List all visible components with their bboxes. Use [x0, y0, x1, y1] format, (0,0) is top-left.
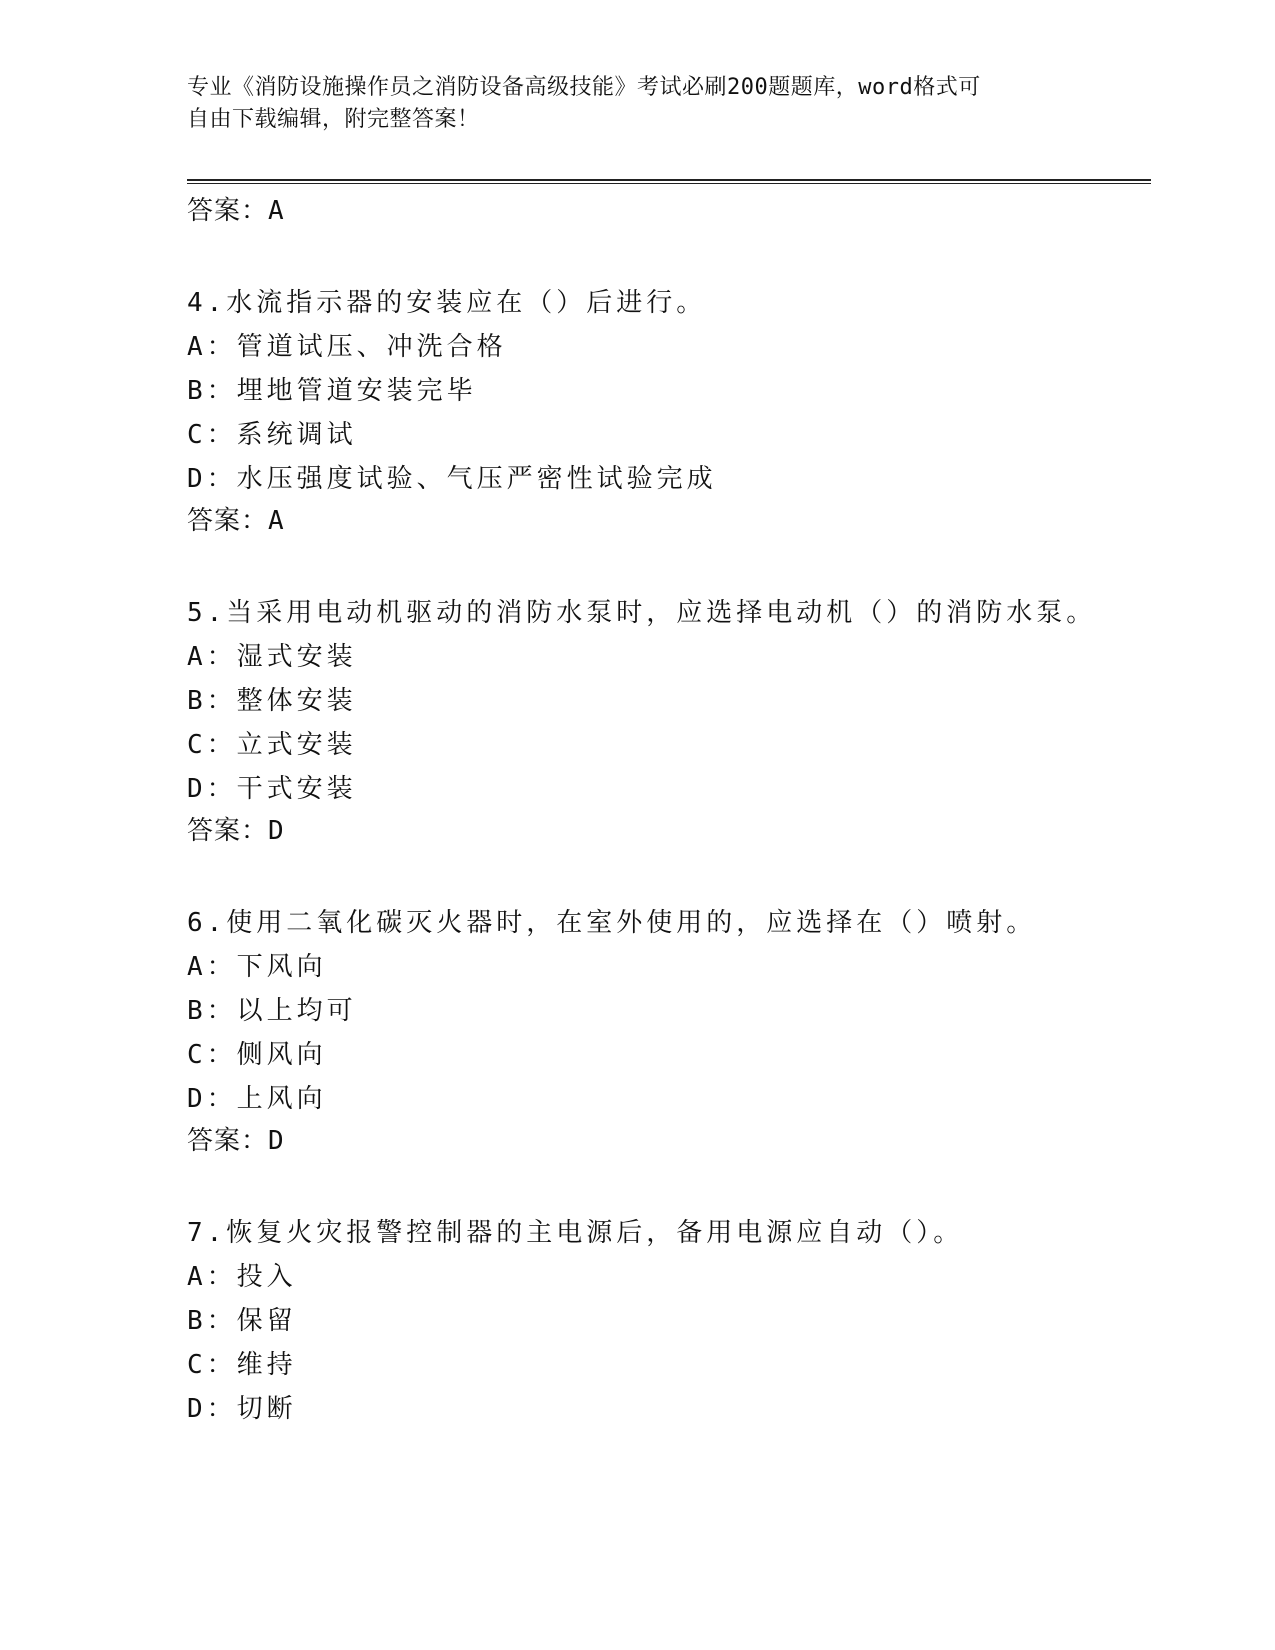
- answer-line: 答案：D: [187, 816, 285, 846]
- question-text: 6.使用二氧化碳灭火器时，在室外使用的，应选择在（）喷射。: [187, 908, 1037, 938]
- option-b: B：整体安装: [187, 686, 357, 716]
- question-text: 5.当采用电动机驱动的消防水泵时，应选择电动机（）的消防水泵。: [187, 598, 1097, 628]
- option-a: A：投入: [187, 1262, 297, 1292]
- question-text: 4.水流指示器的安装应在（）后进行。: [187, 288, 707, 318]
- option-c: C：维持: [187, 1350, 297, 1380]
- option-d: D：上风向: [187, 1084, 327, 1114]
- header-line-2: 自由下载编辑，附完整答案！: [187, 107, 480, 132]
- option-d: D：水压强度试验、气压严密性试验完成: [187, 464, 717, 494]
- option-b: B：保留: [187, 1306, 297, 1336]
- document-header: [187, 72, 1087, 136]
- option-b: B：埋地管道安装完毕: [187, 376, 477, 406]
- option-c: C：立式安装: [187, 730, 357, 760]
- option-b: B：以上均可: [187, 996, 357, 1026]
- option-a: A：湿式安装: [187, 642, 357, 672]
- answer-line: 答案：A: [187, 506, 285, 536]
- option-c: C：侧风向: [187, 1040, 327, 1070]
- option-a: A：下风向: [187, 952, 327, 982]
- header-divider-thin: [187, 183, 1151, 184]
- question-text: 7.恢复火灾报警控制器的主电源后，备用电源应自动（）。: [187, 1218, 964, 1248]
- header-divider: [187, 179, 1151, 181]
- answer-line: 答案：D: [187, 1126, 285, 1156]
- option-d: D：干式安装: [187, 774, 357, 804]
- option-c: C：系统调试: [187, 420, 357, 450]
- answer-line: 答案：A: [187, 196, 285, 226]
- option-d: D：切断: [187, 1394, 297, 1424]
- option-a: A：管道试压、冲洗合格: [187, 332, 507, 362]
- header-line-1: 专业《消防设施操作员之消防设备高级技能》考试必刷200题题库，word格式可: [187, 75, 981, 100]
